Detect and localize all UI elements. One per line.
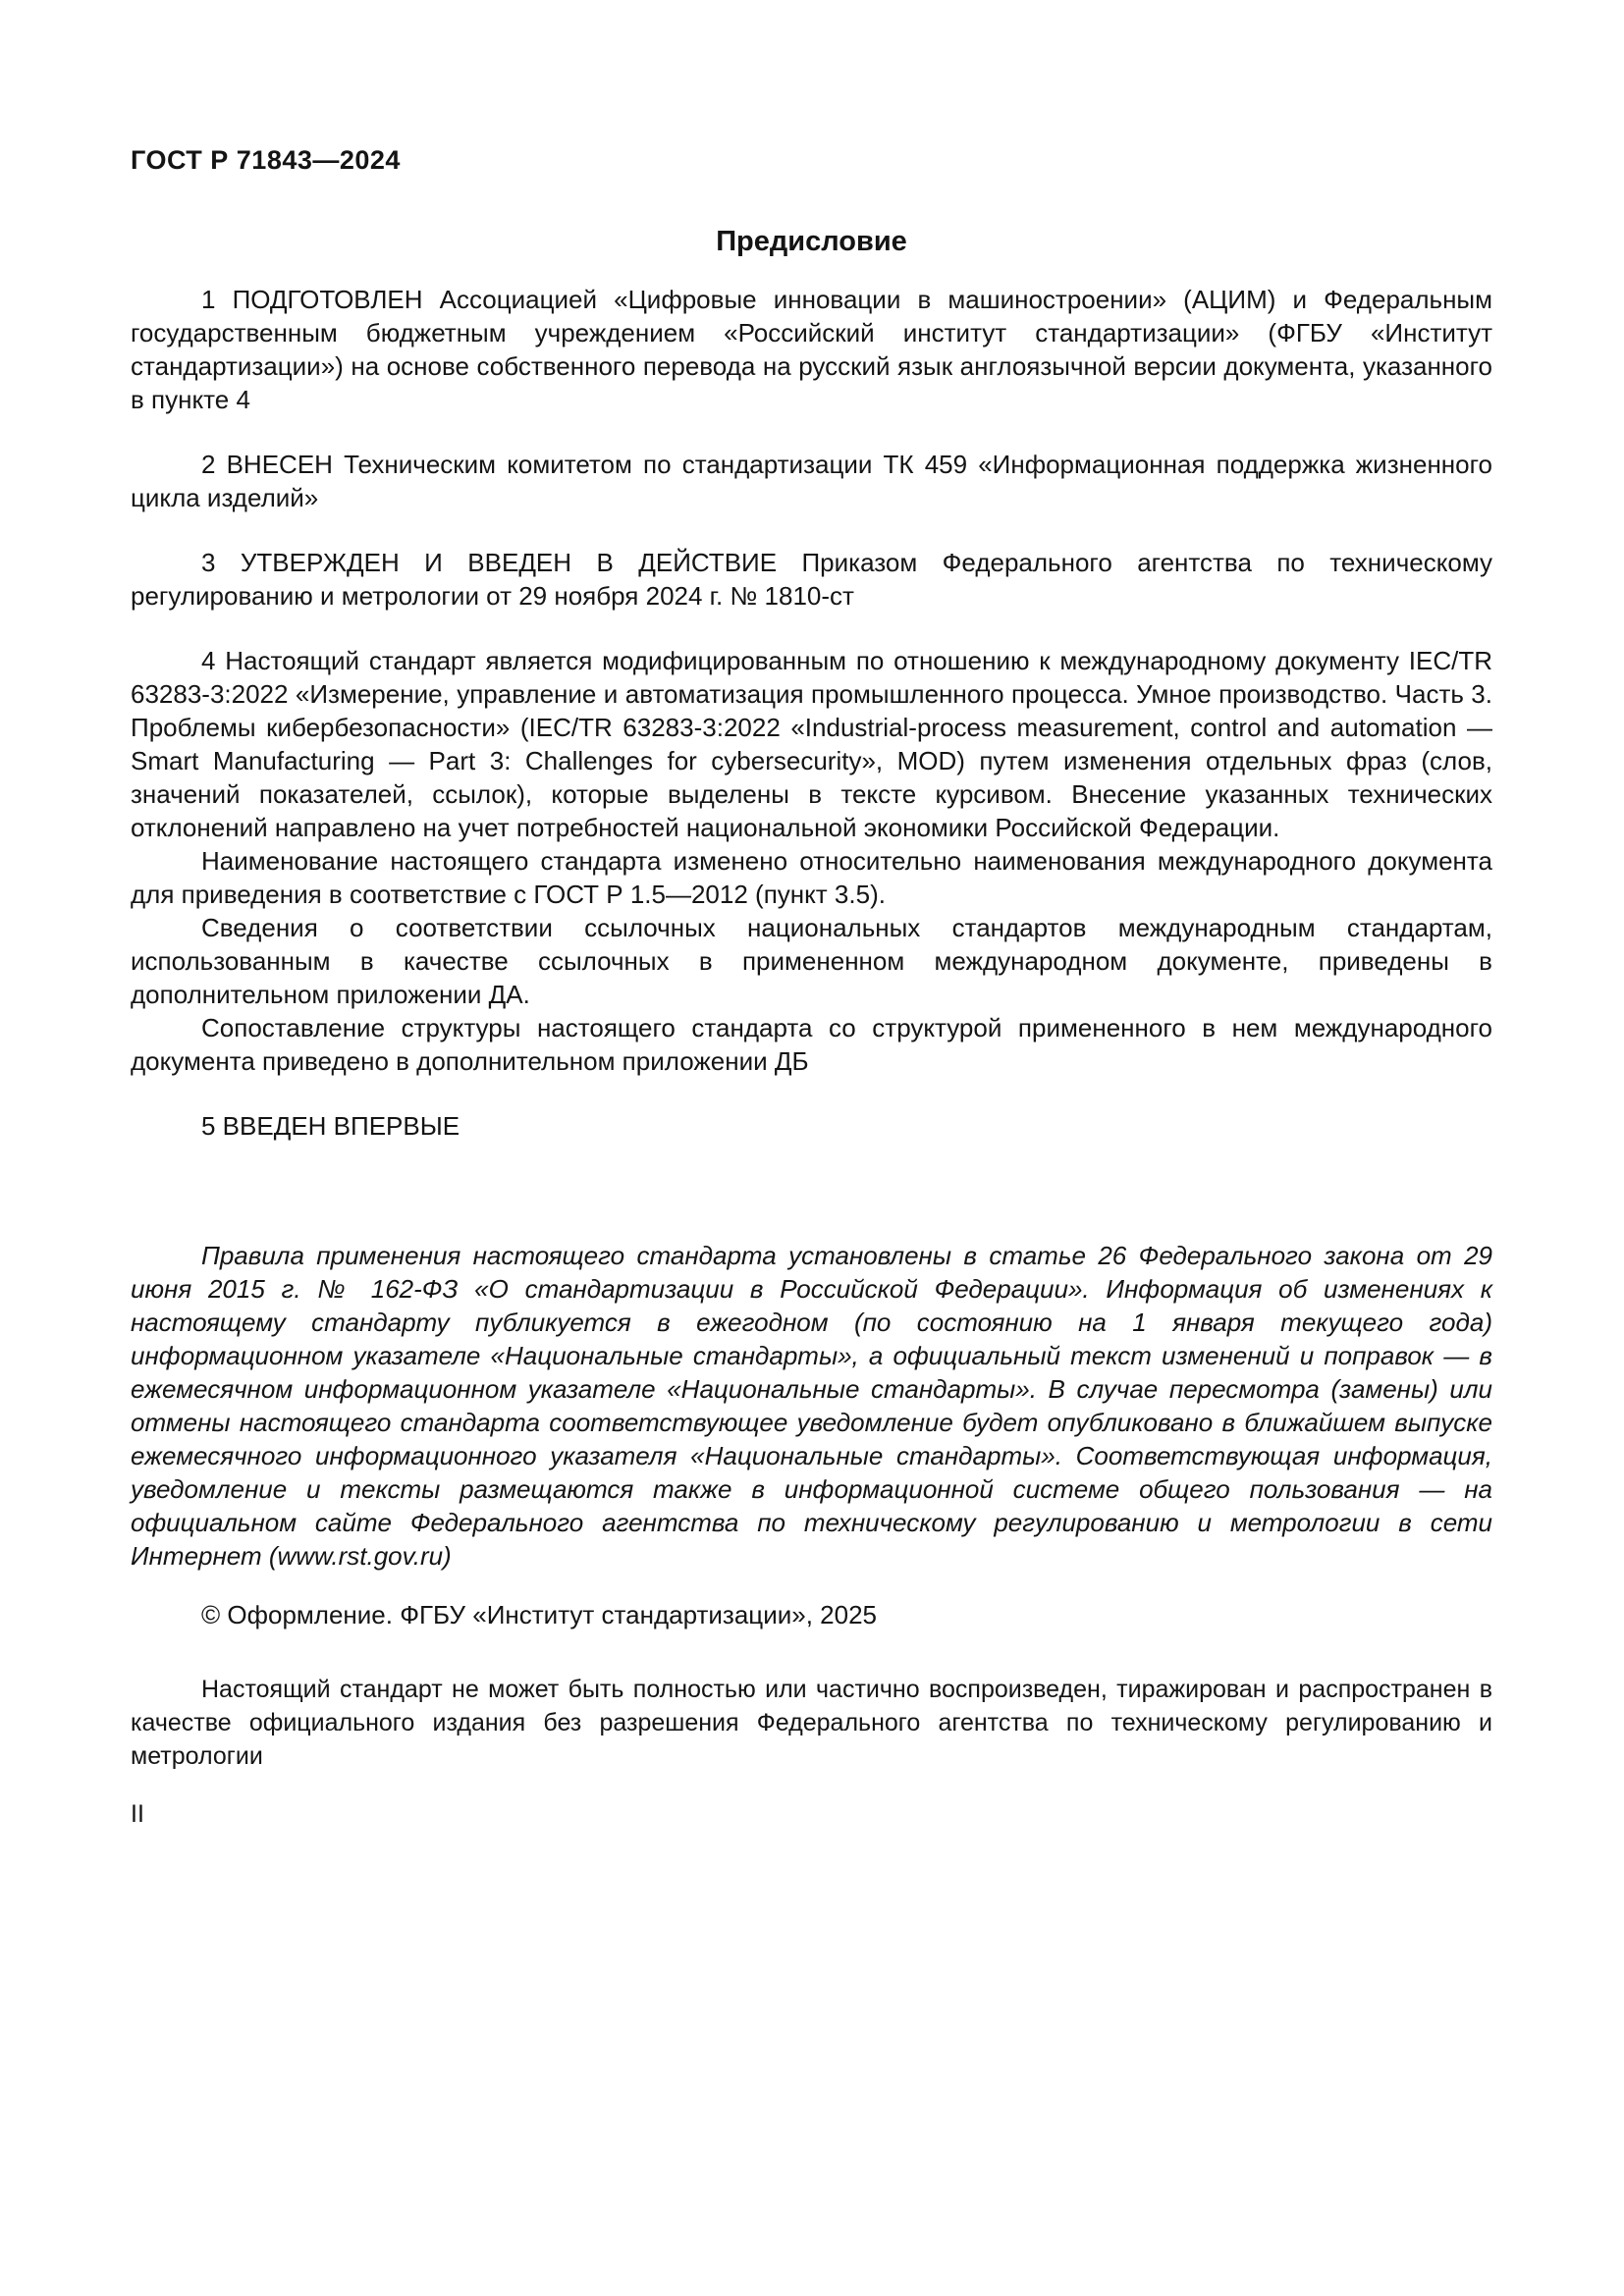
foreword-item-5: 5 ВВЕДЕН ВПЕРВЫЕ [201,1111,460,1141]
foreword-item-4: 4 Настоящий стандарт является модифицированным по отношению к международному документу IEC/TR 63283-3:2022 «Измерение, управление и автоматизация промышленного процесса. Умное производство. Часть 3. Проблемы кибербезопасности» (IEC/TR 63283-3:2022 «Industrial-process measurement, control and automation — Smart Manufacturing — Part 3: Challenges for cybersecurity», MOD) путем изменения отдельных фраз (слов, значений показателей, ссылок), которые выделены в тексте курсивом. Внесение указанных технических отклонений направлено на учет потребностей национальной экономики Российской Федерации. [131,646,1492,842]
foreword-item-2: 2 ВНЕСЕН Техническим комитетом по стандартизации ТК 459 «Информационная поддержка жизненного цикла изделий» [131,450,1492,512]
foreword-item-4-note-3: Сопоставление структуры настоящего стандарта со структурой примененного в нем международного документа приведено в дополнительном приложении ДБ [131,1013,1492,1076]
foreword-item-4-note-2: Сведения о соответствии ссылочных национальных стандартов международным стандартам, использованным в качестве ссылочных в примененном международном документе, приведены в дополнительном приложении ДА. [131,913,1492,1009]
application-rules-notice: Правила применения настоящего стандарта установлены в статье 26 Федерального закона от 29 июня 2015 г. № 162-ФЗ «О стандартизации в Российской Федерации». Информация об изменениях к настоящему стандарту публикуется в ежегодном (по состоянию на 1 января текущего года) информационном указателе «Национальные стандарты», а официальный текст изменений и поправок — в ежемесячном информационном указателе «Национальные стандарты». В случае пересмотра (замены) или отмены настоящего стандарта соответствующее уведомление будет опубликовано в ближайшем выпуске ежемесячного информационного указателя «Национальные стандарты». Соответствующая информация, уведомление и тексты размещаются также в информационной системе общего пользования — на официальном сайте Федерального агентства по техническому регулированию и метрологии в сети Интернет (www.rst.gov.ru) [131,1241,1492,1571]
page-number: II [131,1800,144,1828]
page-title: Предисловие [716,226,907,257]
foreword-item-1: 1 ПОДГОТОВЛЕН Ассоциацией «Цифровые инновации в машиностроении» (АЦИМ) и Федеральным государственным бюджетным учреждением «Российский институт стандартизации» (ФГБУ «Институт стандартизации») на основе собственного перевода на русский язык англоязычной версии документа, указанного в пункте 4 [131,285,1492,414]
document-number: ГОСТ Р 71843—2024 [131,145,401,175]
foreword-item-3: 3 УТВЕРЖДЕН И ВВЕДЕН В ДЕЙСТВИЕ Приказом Федерального агентства по техническому регулированию и метрологии от 29 ноября 2024 г. № 1810-ст [131,548,1492,611]
copyright-line: © Оформление. ФГБУ «Институт стандартизации», 2025 [201,1600,877,1629]
foreword-item-4-note-1: Наименование настоящего стандарта изменено относительно наименования международного документа для приведения в соответствие с ГОСТ Р 1.5—2012 (пункт 3.5). [131,846,1492,909]
reproduction-notice: Настоящий стандарт не может быть полностью или частично воспроизведен, тиражирован и распространен в качестве официального издания без разрешения Федерального агентства по техническому регулированию и метрологии [131,1676,1492,1770]
